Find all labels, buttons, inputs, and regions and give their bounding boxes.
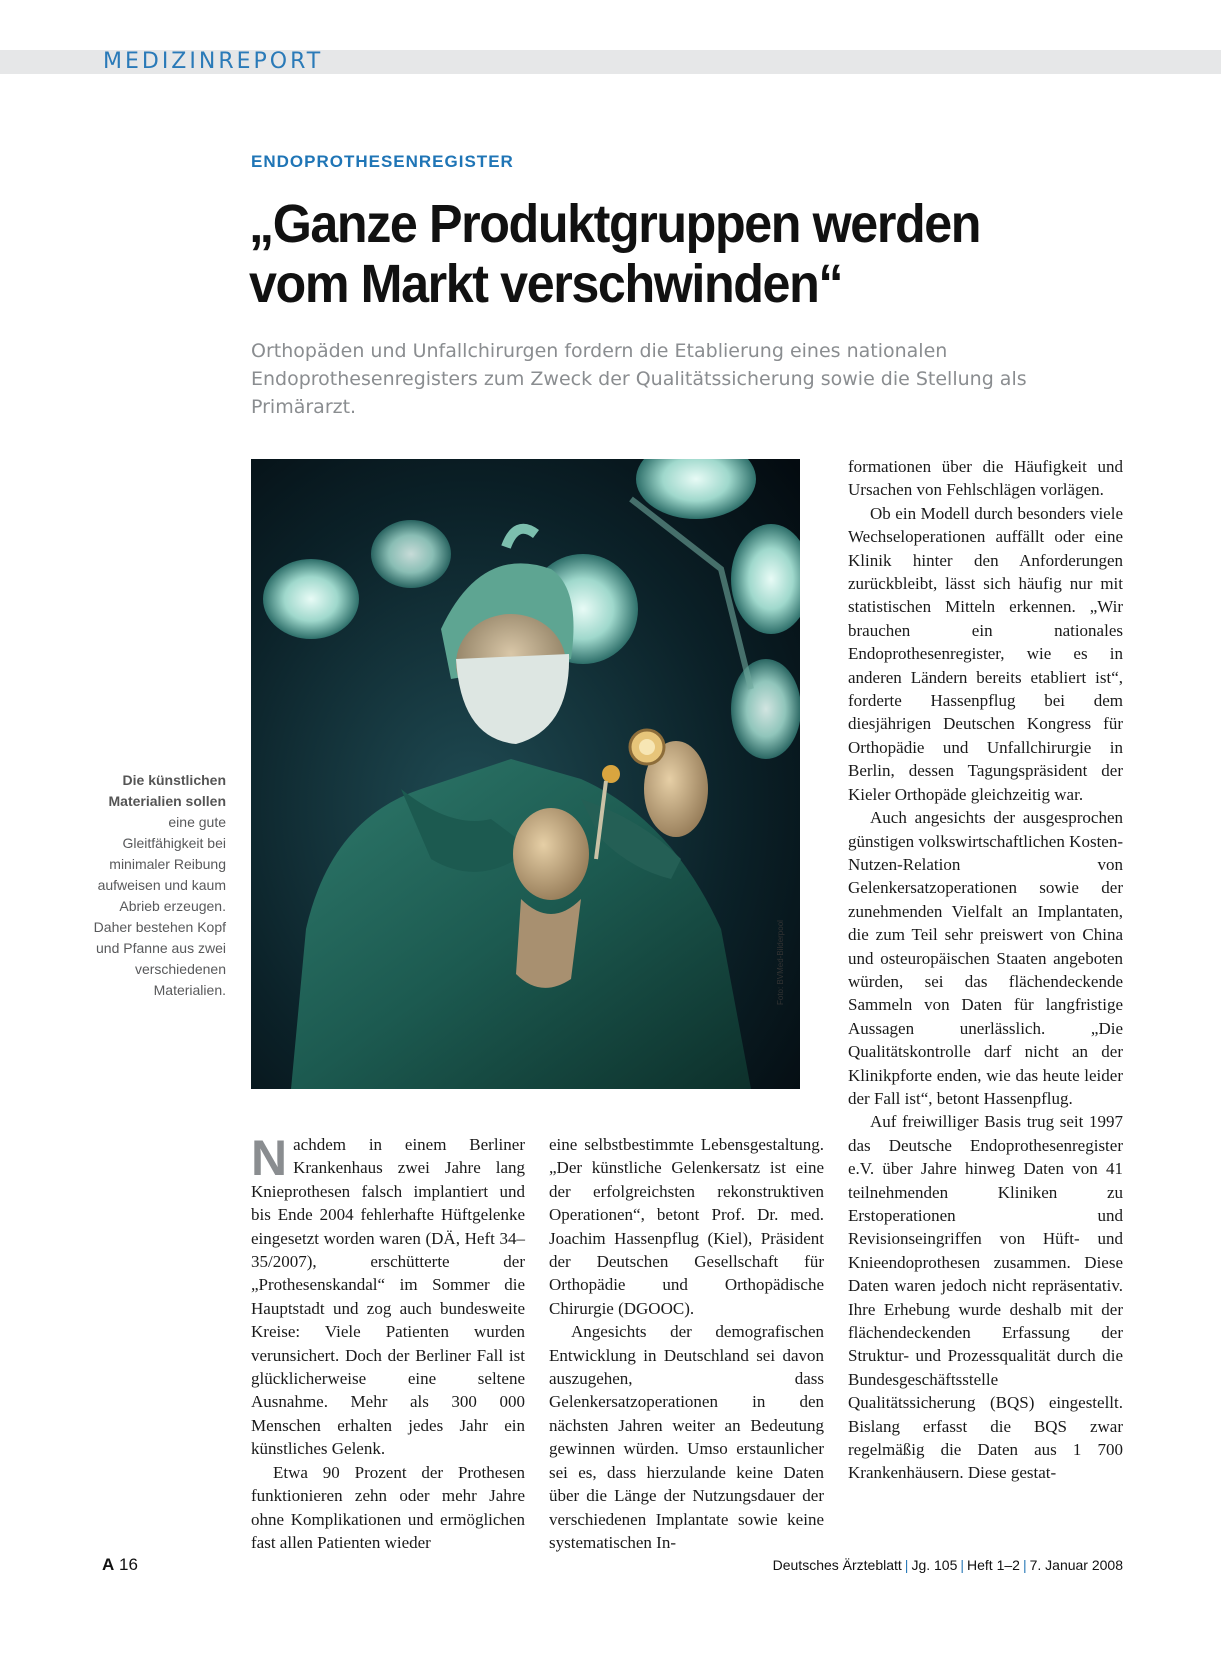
article-kicker: ENDOPROTHESENREGISTER [251,152,514,171]
page-number [102,1555,138,1575]
body-paragraph: Auch angesichts der ausgesprochen günstigen volkswirtschaftlichen Kosten-Nutzen-Relation von Gelenkersatzoperationen sowie der zunehmenden Vielfalt an Implantaten, die zum Teil sehr preiswert von China und osteuropäischen Staaten angeboten würden, sei das flächendeckende Sammeln von Daten für langfristige Aussagen unerlässlich. „Die Qualitätskontrolle darf nicht an der Klinikpforte enden, wie das heute leider der Fall ist“, betont Hassenpflug. [848,808,1123,1108]
headline-line-2: vom Markt verschwinden“ [249,254,843,314]
body-paragraph [251,1130,525,1461]
journal-footer [773,1557,1123,1573]
body-paragraph: Angesichts der demografischen Entwicklung in Deutschland sei davon auszugehen, dass Gelenkersatzoperationen in den nächsten Jahren weiter an Bedeutung gewinnen würden. Umso erstaunlicher sei es, dass hierzulande keine Daten über die Länge der Nutzungsdauer der verschiedenen Implantate sowie keine systematischen In- [549,1322,824,1552]
section-label: MEDIZINREPORT [103,49,324,74]
surgeon-photo-illustration [251,459,800,1089]
body-paragraph: Ob ein Modell durch besonders viele Wechseloperationen auffällt oder eine Klinik hinter den Anforderungen zurückbleibt, lässt sich häufig nur mit statistischen Mitteln erkennen. „Wir brauchen ein nationales Endoprothesenregister, wie es in anderen Ländern bereits etabliert ist“, forderte Hassenpflug bei dem diesjährigen Deutschen Kongress für Orthopädie und Unfallchirurgie in Berlin, dessen Tagungspräsident der Kieler Orthopäde gleichzeitig war. [848,503,1123,804]
footer-separator: | [960,1557,965,1573]
article-subhead: Orthopäden und Unfallchirurgen fordern die Etablierung eines nationalen Endoprothesenregisters zum Zweck der Qualitätssicherung sowie die Stellung als Primärarzt. [251,340,1027,418]
page-number-value: 16 [119,1555,138,1574]
page-prefix: A [102,1555,115,1574]
photo-caption [90,770,226,1001]
body-paragraph: Etwa 90 Prozent der Prothesen funktionieren zehn oder mehr Jahre ohne Komplikationen und ermöglichen fast allen Patienten wieder [251,1462,525,1552]
caption-text: eine gute Gleitfähigkeit bei minimaler Reibung aufweisen und kaum Abrieb erzeugen. Daher bestehen Kopf und Pfanne aus zwei verschiedenen Materialien. [93,814,226,998]
drop-cap: N [251,1130,288,1186]
journal-issue: Heft 1–2 [967,1557,1020,1573]
body-column-1 [251,1130,525,1554]
body-paragraph: eine selbstbestimmte Lebensgestaltung. „Der künstliche Gelenkersatz ist eine der erfolgreichsten rekonstruktiven Operationen“, betont Prof. Dr. med. Joachim Hassenpflug (Kiel), Präsident der Deutschen Gesellschaft für Orthopädie und Orthopädische Chirurgie (DGOOC). [549,1135,824,1318]
body-paragraph: Auf freiwilliger Basis trug seit 1997 das Deutsche Endoprothesenregister e.V. über Jahre hinweg Daten von 41 teilnehmenden Kliniken zu Erstoperationen und Revisionseingriffen von Hüft- und Knieendoprothesen zusammen. Diese Daten waren jedoch nicht repräsentativ. Ihre Erhebung wurde deshalb mit der flächendeckenden Erfassung der Struktur- und Prozessqualität durch die Bundesgeschäftsstelle Qualitätssicherung (BQS) eingestellt. Bislang erfasst die BQS zwar regelmäßig die Daten aus 1 700 Krankenhäusern. Diese gestat- [848,1112,1123,1483]
headline-line-1: „Ganze Produktgruppen werden [249,194,981,254]
body-paragraph: formationen über die Häufigkeit und Ursachen von Fehlschlägen vorlägen. [848,457,1123,500]
footer-separator: | [904,1557,909,1573]
caption-lead: Die künstlichen Materialien sollen [108,772,226,809]
journal-date: 7. Januar 2008 [1029,1557,1123,1573]
body-column-3 [848,455,1123,1485]
body-column-2 [549,1133,824,1554]
article-headline [249,194,1086,314]
article-photo [251,459,800,1089]
footer-separator: | [1022,1557,1027,1573]
paragraph-text: achdem in einem Berliner Krankenhaus zwei Jahre lang Knieprothesen falsch implantiert und bis Ende 2004 fehlerhafte Hüftgelenke eingesetzt worden waren (DÄ, Heft 34–35/2007), erschütterte der „Prothesenskandal“ im Sommer die Hauptstadt und zog auch bundesweite Kreise: Viele Patienten wurden verunsichert. Doch der Berliner Fall ist glücklicherweise eine seltene Ausnahme. Mehr als 300 000 Menschen erhalten jedes Jahr ein künstliches Gelenk. [251,1135,525,1459]
journal-volume: Jg. 105 [911,1557,958,1573]
photo-credit: Foto: BVMed-Bilderpool [776,920,785,1005]
journal-name: Deutsches Ärzteblatt [772,1557,902,1573]
